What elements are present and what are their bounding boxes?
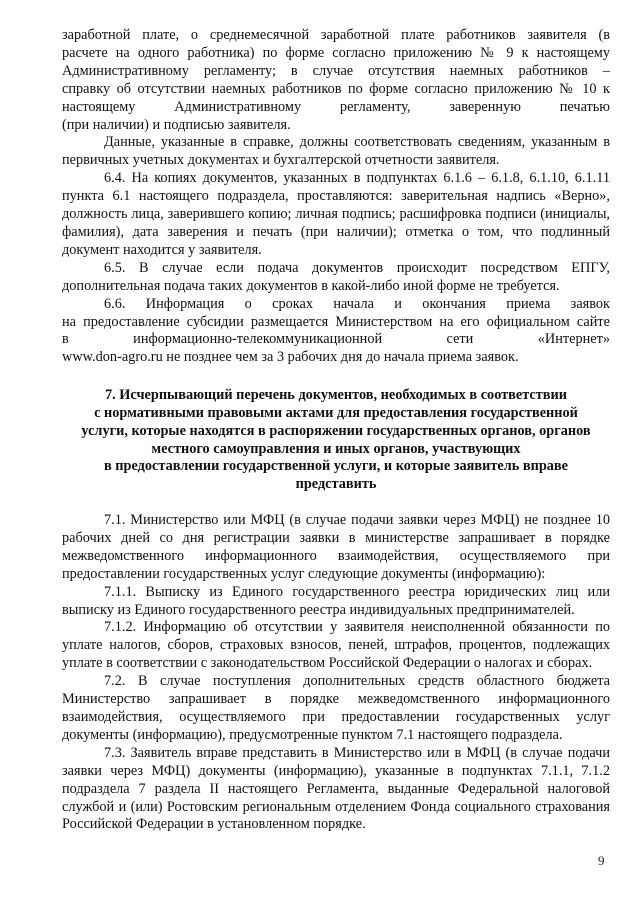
text-line: на предоставление субсидии размещается Министерством на его официальном сайте xyxy=(62,313,610,330)
paragraph-7-2: 7.2. В случае поступления дополнительных средств областного бюджета Министерство запрашивает в порядке межведомственного информационного взаимодействия, осуществляемого при предоставлении государственных услуг документы (информацию), предусмотренные пунктом 7.1 настоящего подраздела. xyxy=(62,673,610,743)
heading-line: услуги, которые находятся в распоряжении государственных органов, органов xyxy=(81,422,591,439)
text-line: заработной плате, о среднемесячной заработной плате работников заявителя (в xyxy=(62,27,610,43)
paragraph-continuation xyxy=(62,27,610,134)
paragraph-6-4: 6.4. На копиях документов, указанных в подпунктах 6.1.6 – 6.1.8, 6.1.10, 6.1.11 пункта 6.1 настоящего подраздела, проставляются: заверительная надпись «Верно», должность лица, заверившего копию; личная подпись; расшифровка подписи (инициалы, фамилия), дата заверения и печать (при наличии); отметка о том, что подлинный документ находится у заявителя. xyxy=(62,170,610,258)
text-line: справку об отсутствии наемных работников по форме согласно приложению № 10 к xyxy=(62,80,610,97)
page-number: 9 xyxy=(598,853,605,868)
paragraph-7-3: 7.3. Заявитель вправе представить в Министерство или в МФЦ (в случае подачи заявки через МФЦ) документы (информацию), указанные в подпунктах 7.1.1, 7.1.2 подраздела 7 раздела II настоящего Регламента, выданные Федеральной налоговой службой и (или) Ростовским региональным отделением Фонда социального страхования Российской Федерации в установленном порядке. xyxy=(62,744,610,833)
text-line: Административному регламенту; в случае отсутствия наемных работников – xyxy=(62,62,610,79)
heading-line: местного самоуправления и иных органов, участвующих xyxy=(151,440,521,457)
paragraph-6-5: 6.5. В случае если подача документов происходит посредством ЕПГУ, дополнительная подача таких документов в какой-либо иной форме не требуется. xyxy=(62,259,610,294)
heading-line: с нормативными правовыми актами для предоставления государственной xyxy=(94,405,578,422)
heading-line: 7. Исчерпывающий перечень документов, необходимых в соответствии xyxy=(104,387,568,404)
section-7-heading xyxy=(62,387,610,494)
paragraph-data-match: Данные, указанные в справке, должны соответствовать сведениям, указанным в первичных учетных документах и бухгалтерской отчетности заявителя. xyxy=(62,134,610,169)
paragraph-6-6 xyxy=(62,296,610,368)
text-line: www.don-agro.ru не позднее чем за 3 рабочих дня до начала приема заявок. xyxy=(62,349,519,366)
text-line: (при наличии) и подписью заявителя. xyxy=(62,116,291,133)
text-line: в информационно-телекоммуникационной сети «Интернет» xyxy=(62,331,610,348)
heading-line: в предоставлении государственной услуги, и которые заявитель вправе xyxy=(104,458,568,475)
heading-line: представить xyxy=(295,476,377,493)
paragraph-7-1: 7.1. Министерство или МФЦ (в случае подачи заявки через МФЦ) не позднее 10 рабочих дней со дня регистрации заявки в министерстве запрашивает в порядке межведомственного информационного взаимодействия, осуществляемого при предоставлении государственных услуг следующие документы (информацию): xyxy=(62,512,610,582)
paragraph-7-1-1: 7.1.1. Выписку из Единого государственного реестра юридических лиц или выписку из Единого государственного реестра индивидуальных предпринимателей. xyxy=(62,583,610,618)
paragraph-7-1-2: 7.1.2. Информацию об отсутствии у заявителя неисполненной обязанности по уплате налогов, сборов, страховых взносов, пеней, штрафов, процентов, подлежащих уплате в соответствии с законодательством Российской Федерации о налогах и сборах. xyxy=(62,619,610,672)
text-line: настоящему Административному регламенту, заверенную печатью xyxy=(62,98,610,115)
document-page xyxy=(62,27,610,834)
text-line: расчете на одного работника) по форме согласно приложению № 9 к настоящему xyxy=(62,44,610,61)
text-line: 6.6. Информация о сроках начала и окончания приема заявок xyxy=(104,295,610,312)
